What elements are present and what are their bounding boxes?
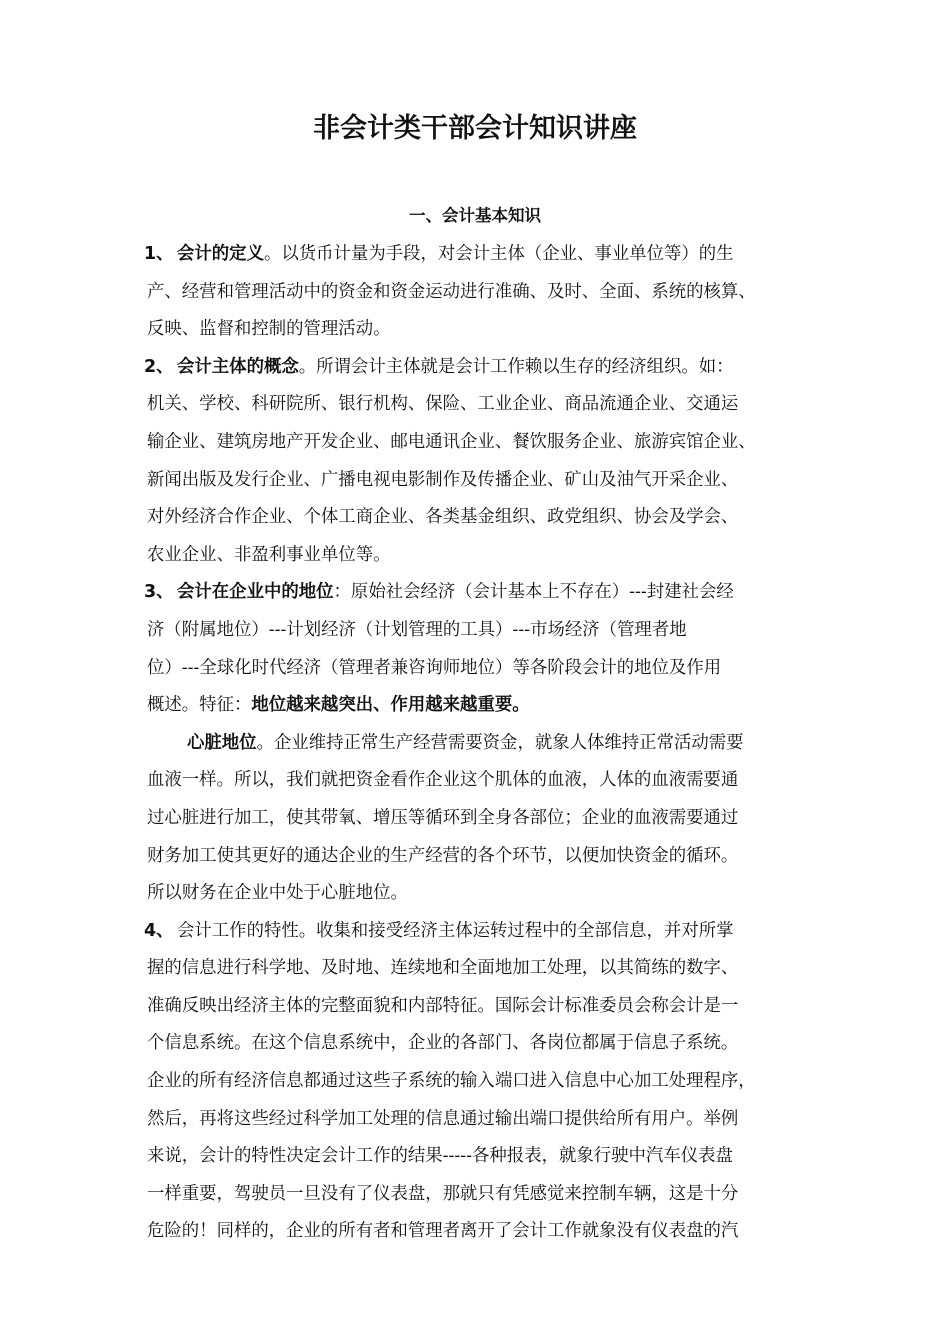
paragraph-line <box>147 349 819 387</box>
paragraph-line: 对外经济合作企业、个体工商企业、各类基金组织、政党组织、协会及学会、 <box>147 507 739 528</box>
document-title: 非会计类干部会计知识讲座 <box>313 113 637 144</box>
paragraph-line: 握的信息进行科学地、及时地、连续地和全面地加工处理，以其简练的数字、 <box>147 958 739 979</box>
line-text: ：原始社会经济（会计基本上不存在）---封建社会经 <box>333 582 734 603</box>
paragraph-line: 所以财务在企业中处于心脏地位。 <box>147 883 408 904</box>
term-label: 心脏地位 <box>187 732 257 753</box>
paragraph-line: 产、经营和管理活动中的资金和资金运动进行准确、及时、全面、系统的核算、 <box>147 281 756 302</box>
paragraph-line: 输企业、建筑房地产开发企业、邮电通讯企业、餐饮服务企业、旅游宾馆企业、 <box>147 431 756 452</box>
paragraph-line: 过心脏进行加工，使其带氧、增压等循环到全身各部位；企业的血液需要通过 <box>147 807 739 828</box>
paragraph-characteristics <box>144 913 819 1251</box>
paragraph-line: 企业的所有经济信息都通过这些子系统的输入端口进入信息中心加工处理程序， <box>147 1071 756 1092</box>
line-text: 。所谓会计主体就是会计工作赖以生存的经济组织。如： <box>298 356 734 377</box>
paragraph-line: 机关、学校、科研院所、银行机构、保险、工业企业、商品流通企业、交通运 <box>147 394 739 415</box>
paragraph-line <box>147 236 819 274</box>
term-label: 会计在企业中的地位 <box>177 582 334 603</box>
paragraph-line: 济（附属地位）---计划经济（计划管理的工具）---市场经济（管理者地 <box>147 619 687 640</box>
paragraph-line: 财务加工使其更好的通达企业的生产经营的各个环节，以便加快资金的循环。 <box>147 845 739 866</box>
line-text: 。企业维持正常生产经营需要资金，就象人体维持正常活动需要 <box>256 732 744 753</box>
paragraph-line: 新闻出版及发行企业、广播电视电影制作及传播企业、矿山及油气开采企业、 <box>147 469 739 490</box>
paragraph-line: 农业企业、非盈利事业单位等。 <box>147 544 391 565</box>
paragraph-line: 反映、监督和控制的管理活动。 <box>147 319 391 340</box>
paragraph-line: 然后，再将这些经过科学加工处理的信息通过输出端口提供给所有用户。举例 <box>147 1108 739 1129</box>
paragraph-line: 危险的！同样的，企业的所有者和管理者离开了会计工作就象没有仪表盘的汽 <box>147 1221 739 1242</box>
item-number: 1、 <box>144 244 174 264</box>
document-body <box>144 236 819 1251</box>
item-number: 3、 <box>144 582 174 603</box>
paragraph-entity-concept <box>144 349 819 575</box>
paragraph-line <box>147 574 819 612</box>
paragraph-line: 来说，会计的特性决定会计工作的结果-----各种报表，就象行驶中汽车仪表盘 <box>147 1146 733 1167</box>
paragraph-status <box>144 574 819 724</box>
term-label: 会计的定义 <box>177 244 264 264</box>
term-label: 会计主体的概念 <box>177 356 299 377</box>
paragraph-line <box>147 687 819 725</box>
line-text: 。以货币计量为手段，对会计主体（企业、事业单位等）的生 <box>263 244 734 264</box>
paragraph-line: 血液一样。所以，我们就把资金看作企业这个肌体的血液，人体的血液需要通 <box>147 770 739 791</box>
emphasis-text: 地位越来越突出、作用越来越重要。 <box>251 695 530 716</box>
line-text: 概述。特征： <box>147 695 252 716</box>
paragraph-line: 个信息系统。在这个信息系统中，企业的各部门、各岗位都属于信息子系统。 <box>147 1033 739 1054</box>
paragraph-line: 准确反映出经济主体的完整面貌和内部特征。国际会计标准委员会称会计是一 <box>147 995 739 1016</box>
paragraph-definition <box>144 236 819 349</box>
paragraph-line <box>147 725 819 763</box>
paragraph-line: 一样重要，驾驶员一旦没有了仪表盘，那就只有凭感觉来控制车辆，这是十分 <box>147 1183 739 1204</box>
paragraph-line: 位）---全球化时代经济（管理者兼咨询师地位）等各阶段会计的地位及作用 <box>147 657 722 678</box>
paragraph-line: 会计工作的特性。收集和接受经济主体运转过程中的全部信息，并对所掌 <box>177 920 734 941</box>
paragraph-heart-position <box>147 725 819 913</box>
section-heading: 一、会计基本知识 <box>409 206 541 225</box>
item-number: 4、 <box>144 920 174 941</box>
item-number: 2、 <box>144 356 174 377</box>
